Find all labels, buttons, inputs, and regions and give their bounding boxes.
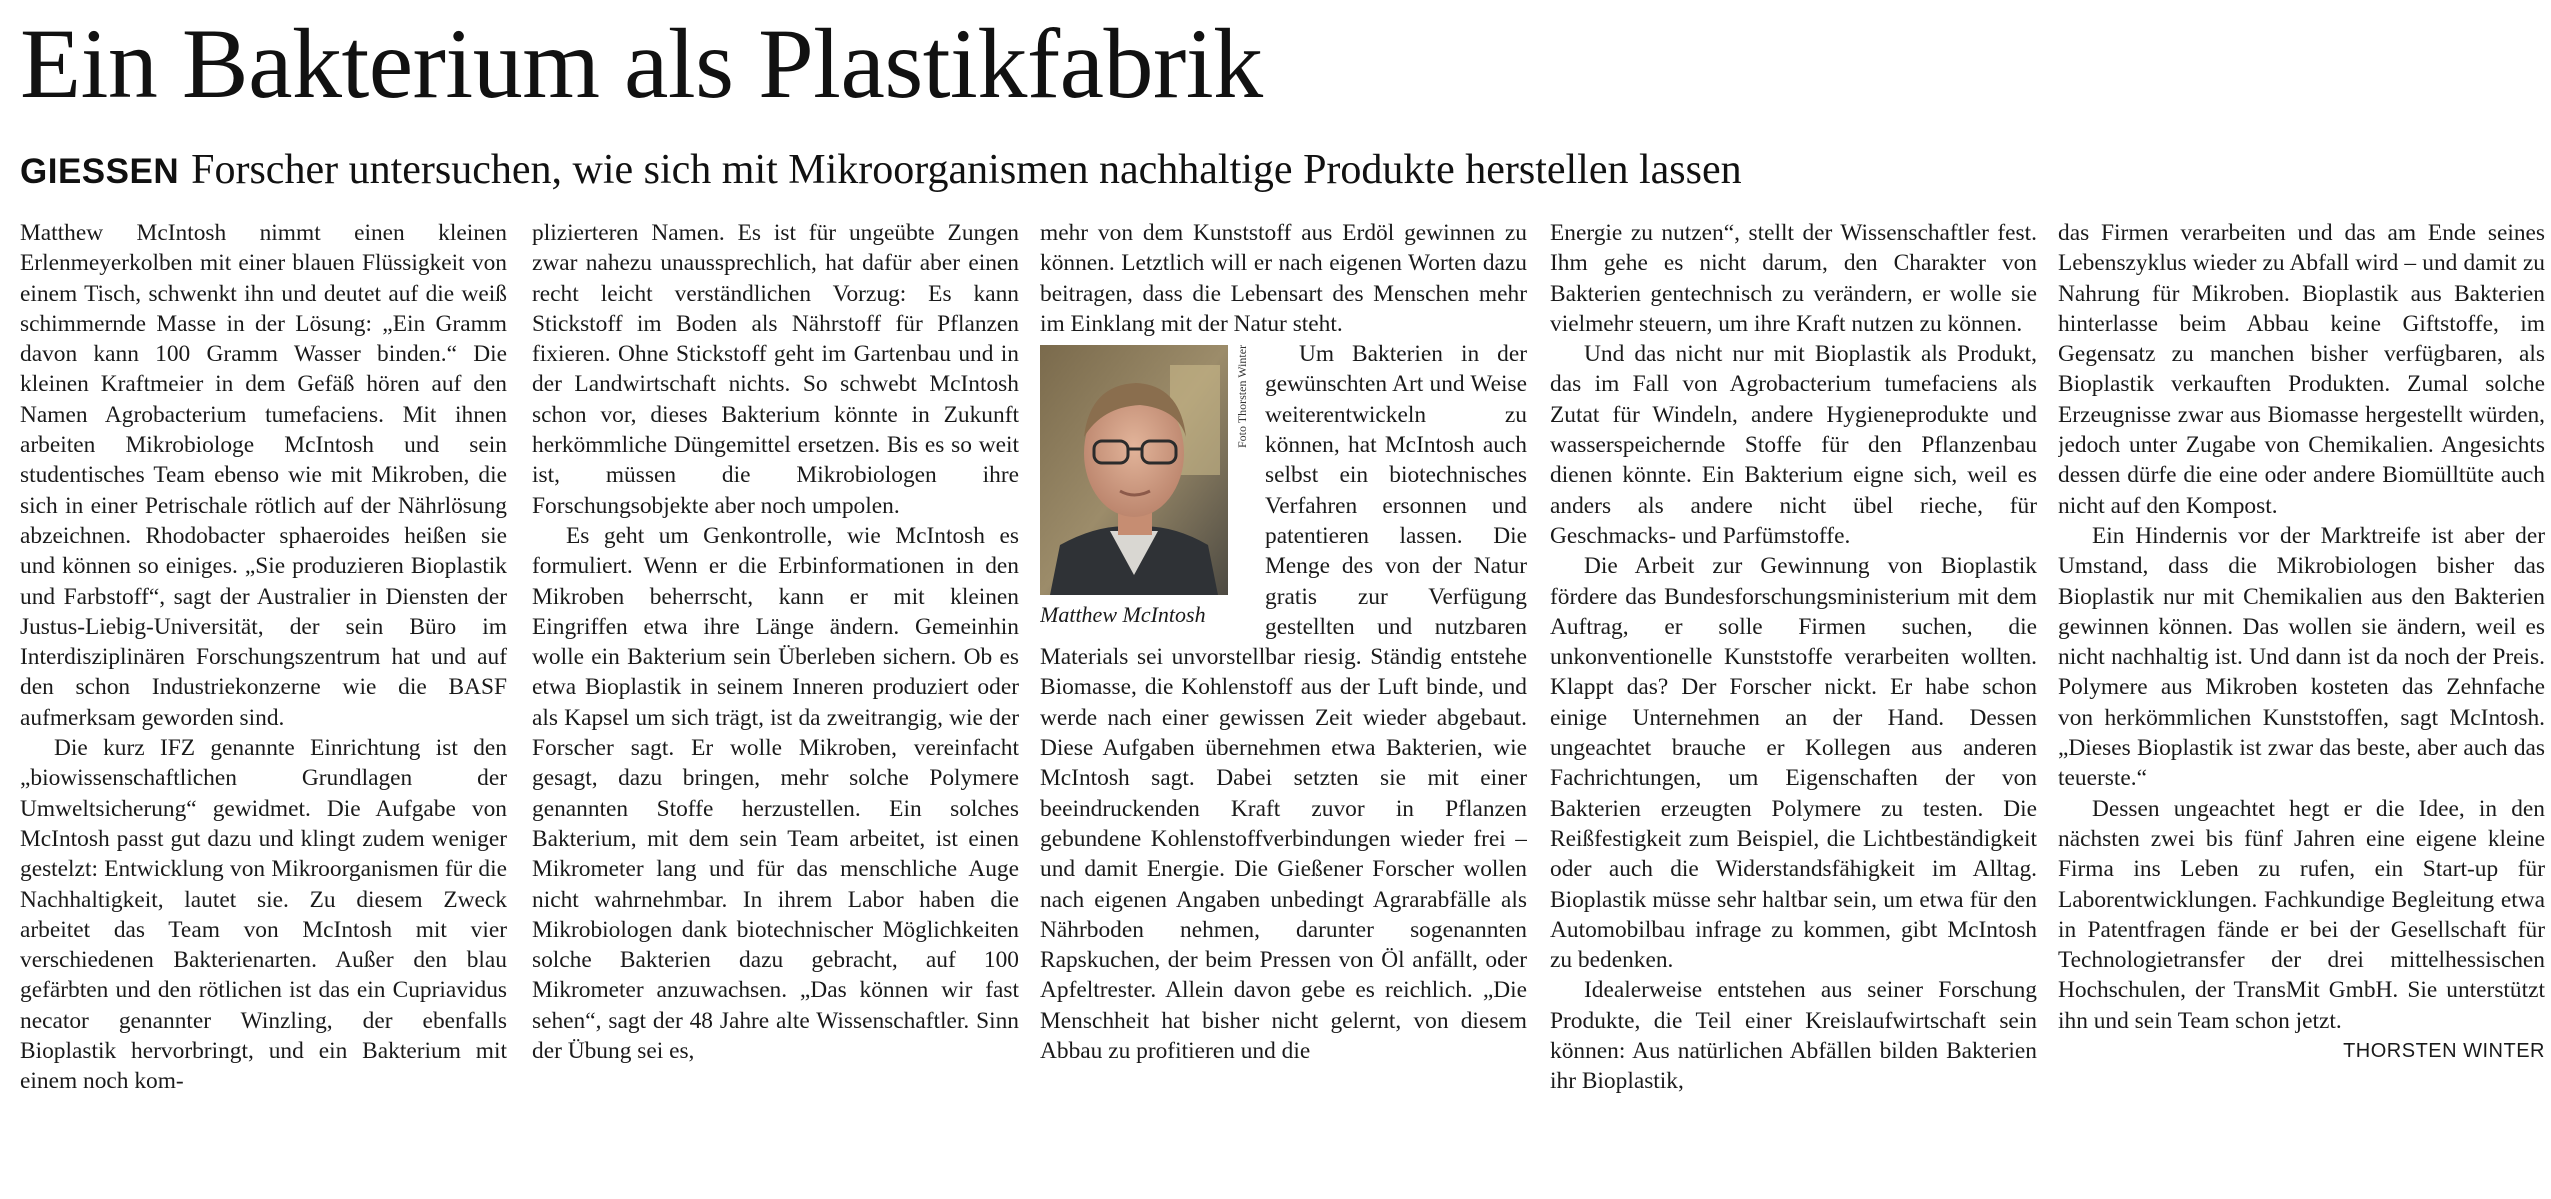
subheadline: [20, 140, 1742, 209]
paragraph: Es geht um Genkontrolle, wie McIntosh es formuliert. Wenn er die Erbinformationen in den Mikroben beherrscht, kann er mit kleinen Eingriffen etwa ihre Länge ändern. Gemeinhin wolle ein Bakterium sein Überleben sichern. Ob es etwa Bioplastik in seinem Inneren produziert oder als Kapsel um sich trägt, ist da zweitrangig, wie der Forscher sagt. Er wolle Mikroben, vereinfacht gesagt, dazu bringen, mehr solche Polymere genannten Stoffe herzustellen. Ein solches Bakterium, mit dem sein Team arbeitet, ist einen Mikrometer lang und für das menschliche Auge nicht wahrnehmbar. In ihrem Labor haben die Mikrobiologen dank biotechnischer Möglichkeiten solche Bakterien dazu gebracht, auf 100 Mikrometer anzuwachsen. „Das können wir fast sehen“, sagt der 48 Jahre alte Wissenschaftler. Sinn der Übung sei es,: [532, 522, 1019, 1065]
photo-credit: Foto Thorsten Winter: [1235, 345, 1249, 449]
article-column-5: [2058, 218, 2545, 1178]
paragraph: mehr von dem Kunststoff aus Erdöl gewinnen zu können. Letztlich will er nach eigenen Worten dazu beitragen, dass die Lebensart des Menschen mehr im Einklang mit der Natur steht.: [1040, 220, 1527, 337]
paragraph: Matthew McIntosh nimmt einen kleinen Erlenmeyerkolben mit einer blauen Flüssigkeit von einem Tisch, schwenkt ihn und deutet auf die weiß schimmernde Masse in der Lösung: „Ein Gramm davon kann 100 Gramm Wasser binden.“ Die kleinen Kraftmeier in dem Gefäß hören auf den Namen Agrobacterium tumefaciens. Mit ihnen arbeiten Mikrobiologe McIntosh und sein studentisches Team ebenso wie mit Mikroben, die sich in einer Petrischale rötlich auf der Nährlösung abzeichnen. Rhodobacter sphaeroides heißen sie und können so einiges. „Sie produzieren Bioplastik und Farbstoff“, sagt der Australier in Diensten der Justus-Liebig-Universität, der sein Büro im Interdisziplinären Forschungszentrum hat und auf den schon Industriekonzerne wie die BASF aufmerksam geworden sind.: [20, 220, 507, 731]
portrait-image: [1040, 345, 1228, 595]
paragraph: Die Arbeit zur Gewinnung von Bioplastik fördere das Bundesforschungsministerium mit dem Auftrag, er solle Firmen suchen, die unkonventionelle Kunststoffe verarbeiten wollten. Klappt das? Der Forscher nickt. Er habe schon einige Unternehmen an der Hand. Dessen ungeachtet brauche er Kollegen aus anderen Fachrichtungen, um Eigenschaften der von Bakterien erzeugten Polymere zu testen. Die Reißfestigkeit zum Beispiel, die Lichtbeständigkeit oder auch die Widerstandsfähigkeit im Alltag. Bioplastik müsse sehr haltbar sein, um etwa für den Automobilbau infrage zu kommen, gibt McIntosh zu bedenken.: [1550, 553, 2037, 974]
paragraph: Die kurz IFZ genannte Einrichtung ist den „biowissenschaftlichen Grundlagen der Umweltsicherung“ gewidmet. Die Aufgabe von McIntosh passt gut dazu und klingt zudem weniger gestelzt: Entwicklung von Mikroorganismen für die Nachhaltigkeit, lautet sie. Zu diesem Zweck arbeitet das Team von McIntosh mit vier verschiedenen Bakterienarten. Außer den blau gefärbten und den rötlichen ist das ein Cupriavidus necator genannter Winzling, der ebenfalls Bioplastik hervorbringt, und ein Bakterium mit einem noch kom-: [20, 735, 507, 1095]
article-column-3: [1040, 218, 1527, 1178]
paragraph: Idealerweise entstehen aus seiner Forschung Produkte, die Teil einer Kreislaufwirtschaft sein können: Aus natürlichen Abfällen bilden Bakterien ihr Bioplastik,: [1550, 977, 2037, 1095]
headline: Ein Bakterium als Plastikfabrik: [20, 8, 1263, 119]
photo-figure: [1040, 345, 1251, 629]
paragraph-text: Dessen ungeachtet hegt er die Idee, in den nächsten zwei bis fünf Jahren eine eigene kleine Firma ins Leben zu rufen, ein Start-up für Laborentwicklungen. Fachkundige Begleitung etwa in Patentfragen fände er bei der Gesellschaft für Technologietransfer der drei mittelhessischen Hochschulen, der TransMit GmbH. Sie unterstützt ihn und sein Team schon jetzt.: [2058, 795, 2545, 1034]
dateline: GIESSEN: [20, 152, 180, 191]
paragraph: Energie zu nutzen“, stellt der Wissenschaftler fest. Ihm gehe es nicht darum, den Charakter von Bakterien gentechnisch zu verändern, er wolle sie vielmehr steuern, um ihre Kraft nutzen zu können.: [1550, 220, 2037, 337]
deck: Forscher untersuchen, wie sich mit Mikroorganismen nachhaltige Produkte herstellen lassen: [191, 147, 1742, 193]
paragraph: Und das nicht nur mit Bioplastik als Produkt, das im Fall von Agrobacterium tumefaciens als Zutat für Windeln, andere Hygieneprodukte und wasserspeichernde Stoffe für den Pflanzenbau dienen könnte. Ein Bakterium eigne sich, weil es anders als andere nicht übel rieche, für Geschmacks- und Parfümstoffe.: [1550, 341, 2037, 549]
paragraph: das Firmen verarbeiten und das am Ende seines Lebenszyklus wieder zu Abfall wird – und damit zu Nahrung für Mikroben. Bioplastik aus Bakterien hinterlasse beim Abbau keine Giftstoffe, im Gegensatz zu manchen bisher verfügbaren, als Bioplastik verkauften Produkten. Zumal solche Erzeugnisse zwar aus Biomasse hergestellt würden, jedoch unter Zugabe von Chemikalien. Angesichts dessen dürfe die eine oder andere Biomülltüte auch nicht auf den Kompost.: [2058, 220, 2545, 519]
author-byline: THORSTEN WINTER: [2343, 1040, 2545, 1063]
paragraph: Ein Hindernis vor der Marktreife ist aber der Umstand, dass die Mikrobiologen bisher das Bioplastik nur mit Chemikalien aus den Bakterien gewinnen können. Das wollen sie ändern, weil es nicht nachhaltig ist. Und dann ist da noch der Preis. Polymere aus Mikroben kosteten das Zehnfache von herkömmlichen Kunststoffen, sagt McIntosh. „Dieses Bioplastik ist zwar das beste, aber auch das teuerste.“: [2058, 522, 2545, 792]
photo-caption: Matthew McIntosh: [1040, 602, 1206, 628]
article-column-4: [1550, 218, 2037, 1178]
article-column-1: [20, 218, 507, 1178]
article-column-2: [532, 218, 1019, 1178]
portrait-photo: [1040, 345, 1249, 595]
paragraph: [2058, 794, 2545, 1063]
paragraph: Um Bakterien in der gewünschten Art und Weise weiterentwickeln zu können, hat McIntosh auch selbst ein biotechnisches Verfahren ersonnen und patentieren lassen. Die Menge des von der Natur gratis zur Verfügung gestellten und nutzbaren Materials sei unvorstellbar riesig. Ständig entstehe Biomasse, die Kohlenstoff aus der Luft binde, und werde nach einer gewissen Zeit wieder abgebaut. Diese Aufgaben übernehmen etwa Bakterien, wie McIntosh sagt. Dabei setzten sie mit einer beeindruckenden Kraft zuvor in Pflanzen gebundene Kohlenstoffverbindungen wieder frei – und damit Energie. Die Gießener Forscher wollen nach eigenen Angaben unbedingt Agrarabfälle als Nährboden nehmen, darunter sogenannten Rapskuchen, der beim Pressen von Öl anfällt, oder Apfeltrester. Allein davon gebe es reichlich. „Die Menschheit hat bisher nicht gelernt, von diesem Abbau zu profitieren und die: [1040, 341, 1527, 1065]
paragraph: plizierteren Namen. Es ist für ungeübte Zungen zwar nahezu unaussprechlich, hat dafür aber einen recht leicht verständlichen Vorzug: Es kann Stickstoff im Boden als Nährstoff für Pflanzen fixieren. Ohne Stickstoff geht im Gartenbau und in der Landwirtschaft nichts. So schwebt McIntosh schon vor, dieses Bakterium könnte in Zukunft herkömmliche Düngemittel ersetzen. Bis es so weit ist, müssen die Mikrobiologen ihre Forschungsobjekte aber noch umpolen.: [532, 220, 1019, 519]
